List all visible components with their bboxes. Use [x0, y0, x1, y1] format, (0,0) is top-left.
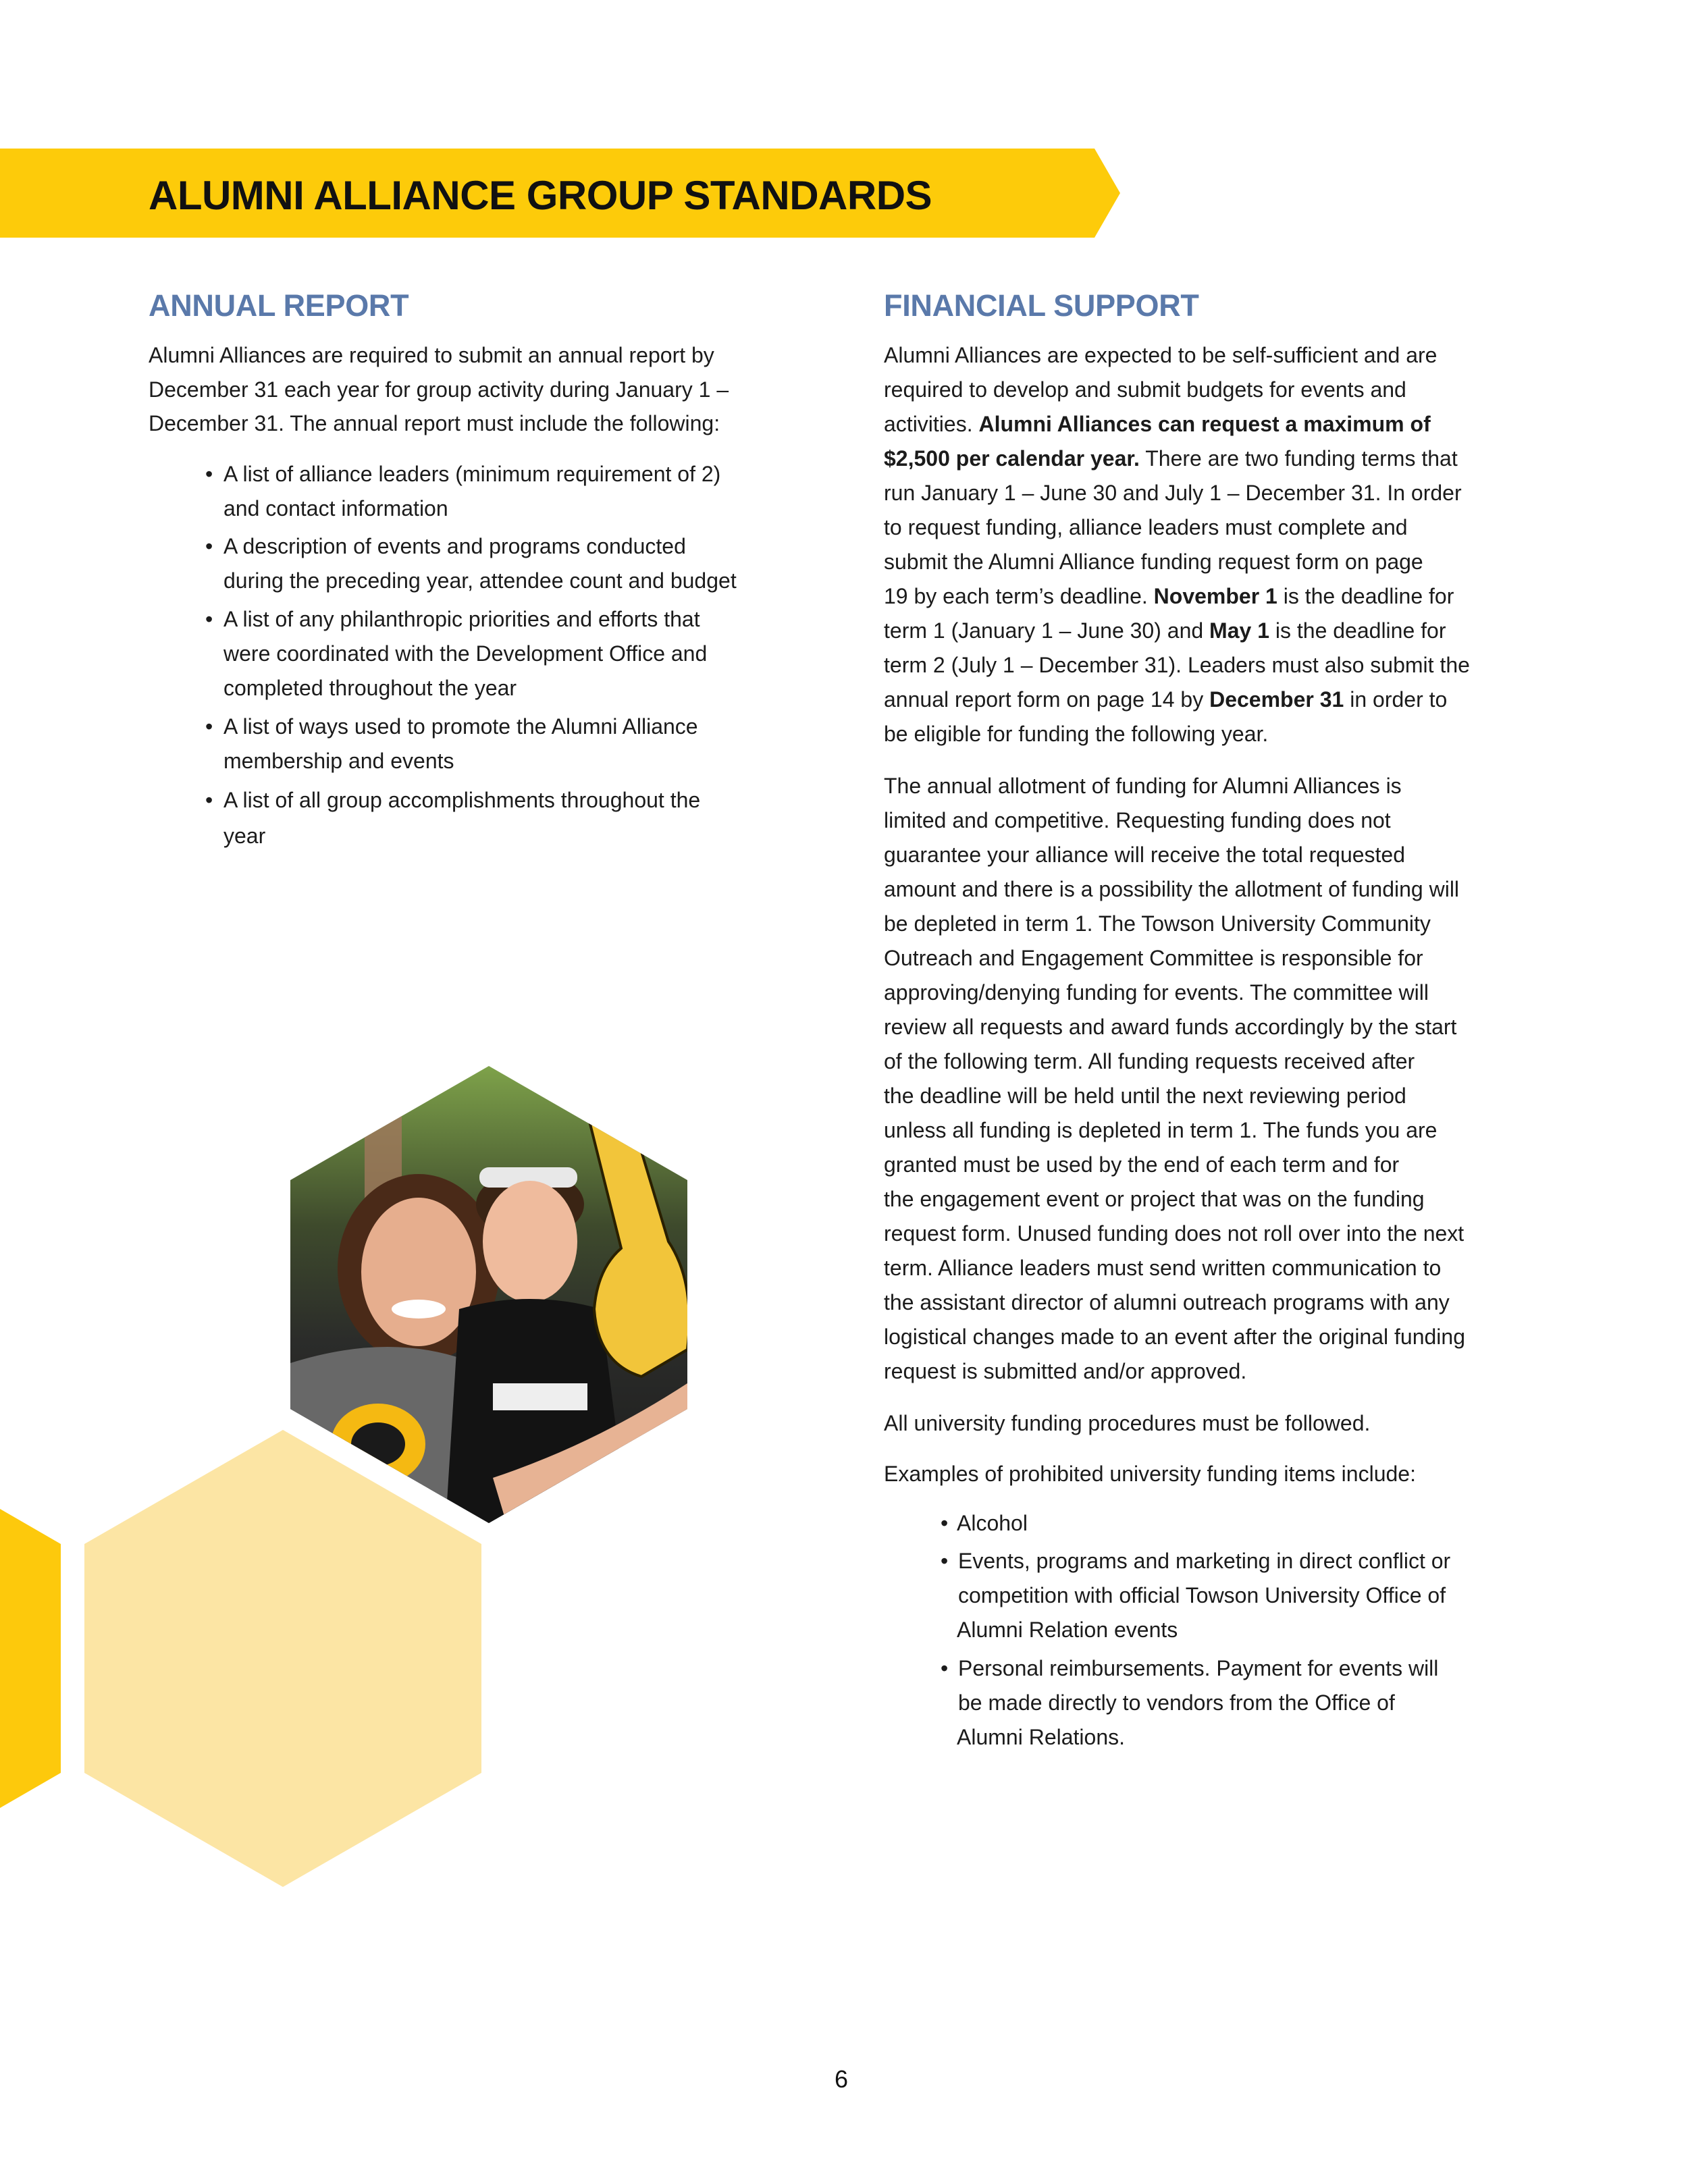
text-line: unless all funding is depleted in term 1. The funds you are [884, 1118, 1438, 1142]
bold-text-segment: May 1 [1209, 618, 1269, 643]
text-line: amount and there is a possibility the allotment of funding will [884, 877, 1460, 901]
text-line: guarantee your alliance will receive the total requested [884, 843, 1406, 867]
bullet-icon: • [941, 1656, 949, 1680]
text-line [884, 686, 1447, 713]
list-item: A list of any philanthropic priorities and efforts that [223, 607, 700, 631]
text-line [884, 617, 1446, 644]
bullet-icon: • [205, 788, 213, 812]
text-line: limited and competitive. Requesting funding does not [884, 808, 1391, 832]
text-line: run January 1 – June 30 and July 1 – December 31. In order [884, 481, 1462, 505]
text-line: of the following term. All funding requests received after [884, 1049, 1415, 1073]
list-item: Personal reimbursements. Payment for events will [958, 1656, 1439, 1680]
text-line: Alumni Alliances are expected to be self-sufficient and are [884, 343, 1438, 367]
list-item: competition with official Towson University Office of [958, 1583, 1446, 1607]
bullet-icon: • [205, 607, 213, 631]
financial-support-heading: FINANCIAL SUPPORT [884, 288, 1199, 323]
text-segment: activities. [884, 412, 979, 436]
list-item: completed throughout the year [223, 676, 517, 700]
decorative-dark-hexagon [0, 1509, 61, 1808]
text-line: the assistant director of alumni outreach programs with any [884, 1290, 1450, 1314]
text-line: Outreach and Engagement Committee is responsible for [884, 946, 1423, 970]
list-item: were coordinated with the Development Office and [223, 641, 708, 666]
text-line: be depleted in term 1. The Towson University Community [884, 911, 1431, 936]
annual-report-heading: ANNUAL REPORT [149, 288, 409, 323]
text-line: to request funding, alliance leaders must complete and [884, 515, 1408, 539]
text-line [884, 583, 1454, 610]
text-line: submit the Alumni Alliance funding request form on page [884, 550, 1423, 574]
list-item: be made directly to vendors from the Office of [958, 1690, 1395, 1715]
text-line: be eligible for funding the following year. [884, 722, 1269, 746]
bold-text-segment: November 1 [1153, 584, 1277, 608]
list-item: A description of events and programs conducted [223, 534, 686, 558]
bold-text-segment: $2,500 per calendar year. [884, 446, 1140, 471]
page-title: ALUMNI ALLIANCE GROUP STANDARDS [149, 173, 932, 218]
bullet-icon: • [205, 462, 213, 486]
text-line: logistical changes made to an event after the original funding [884, 1325, 1465, 1349]
text-line: the deadline will be held until the next reviewing period [884, 1084, 1406, 1108]
text-segment: There are two funding terms that [1139, 446, 1458, 471]
text-segment: annual report form on page 14 by [884, 687, 1210, 712]
list-item: A list of alliance leaders (minimum requirement of 2) [223, 462, 721, 486]
intro-line: December 31 each year for group activity during January 1 – [149, 377, 729, 402]
list-item: Alumni Relation events [957, 1618, 1178, 1642]
list-item: Alumni Relations. [957, 1725, 1125, 1749]
text-segment: 19 by each term’s deadline. [884, 584, 1154, 608]
bullet-icon: • [941, 1511, 949, 1535]
text-line: term. Alliance leaders must send written communication to [884, 1256, 1442, 1280]
text-line: The annual allotment of funding for Alumni Alliances is [884, 774, 1402, 798]
list-item: membership and events [223, 749, 454, 773]
list-item: A list of all group accomplishments throughout the [223, 788, 701, 812]
procedures-note: All university funding procedures must be followed. [884, 1411, 1371, 1435]
prohibited-intro: Examples of prohibited university funding items include: [884, 1462, 1416, 1486]
list-item: Events, programs and marketing in direct conflict or [958, 1549, 1451, 1573]
decorative-light-hexagon [84, 1430, 481, 1887]
bold-text-segment: Alumni Alliances can request a maximum of [978, 412, 1431, 436]
text-line [884, 410, 1431, 437]
text-line: the engagement event or project that was on the funding [884, 1187, 1425, 1211]
list-item: and contact information [223, 496, 448, 521]
list-item: Alcohol [957, 1511, 1028, 1535]
text-line: review all requests and award funds accordingly by the start [884, 1015, 1457, 1039]
text-segment: is the deadline for [1277, 584, 1454, 608]
intro-line: December 31. The annual report must include the following: [149, 411, 720, 435]
page-number: 6 [835, 2065, 849, 2093]
text-line: request is submitted and/or approved. [884, 1359, 1247, 1383]
list-item: during the preceding year, attendee count and budget [223, 568, 737, 593]
text-line: request form. Unused funding does not roll over into the next [884, 1221, 1465, 1246]
text-segment: term 1 (January 1 – June 30) and [884, 618, 1210, 643]
list-item: A list of ways used to promote the Alumni Alliance [223, 714, 698, 739]
text-segment: is the deadline for [1269, 618, 1446, 643]
text-line: term 2 (July 1 – December 31). Leaders must also submit the [884, 653, 1470, 677]
bullet-icon: • [205, 714, 213, 739]
bullet-icon: • [941, 1549, 949, 1573]
bullet-icon: • [205, 534, 213, 558]
text-line [884, 445, 1458, 472]
intro-line: Alumni Alliances are required to submit an annual report by [149, 343, 714, 367]
text-line: required to develop and submit budgets for events and [884, 377, 1406, 402]
text-segment: in order to [1344, 687, 1448, 712]
bold-text-segment: December 31 [1209, 687, 1344, 712]
text-line: granted must be used by the end of each term and for [884, 1152, 1400, 1177]
list-item: year [223, 824, 266, 848]
text-line: approving/denying funding for events. The committee will [884, 980, 1429, 1005]
